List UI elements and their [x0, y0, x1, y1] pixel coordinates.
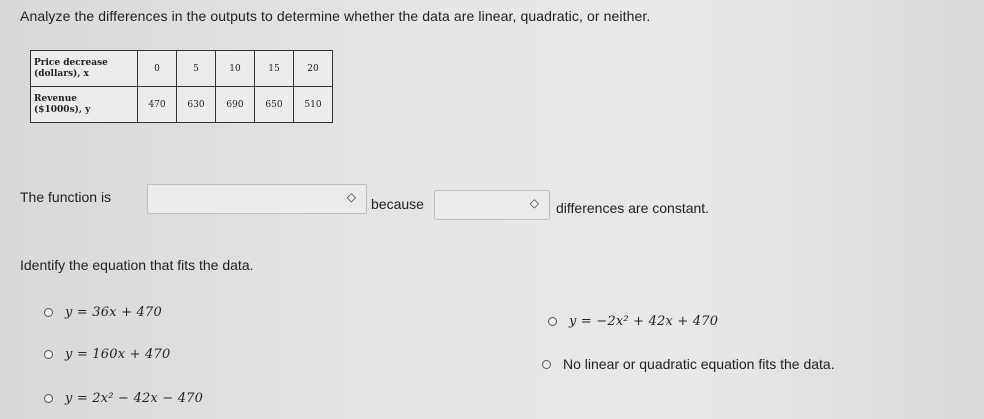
chevron-updown-icon: ◇ [346, 190, 356, 204]
table-cell: 20 [294, 51, 333, 87]
option-label: y = 2x² − 42x − 470 [65, 391, 204, 406]
table-row [31, 87, 333, 123]
table-cell: 510 [294, 87, 333, 123]
statement-prefix: The function is [20, 189, 112, 205]
option-2[interactable] [548, 314, 718, 329]
table-cell: 650 [255, 87, 294, 123]
radio-icon[interactable] [44, 394, 53, 403]
table-cell: 10 [216, 51, 255, 87]
statement-middle: because [371, 196, 424, 212]
table-cell: 630 [177, 87, 216, 123]
data-table [30, 50, 333, 123]
table-cell: 0 [138, 51, 177, 87]
option-1[interactable] [44, 305, 162, 320]
option-label: y = 36x + 470 [65, 305, 162, 320]
table-cell: 5 [177, 51, 216, 87]
table-row [31, 51, 333, 87]
difference-type-dropdown[interactable] [434, 190, 550, 220]
table-cell: 15 [255, 51, 294, 87]
table-cell: 690 [216, 87, 255, 123]
radio-icon[interactable] [548, 317, 557, 326]
option-5[interactable] [44, 391, 203, 406]
option-label: y = 160x + 470 [65, 347, 171, 362]
radio-icon[interactable] [542, 360, 551, 369]
option-4[interactable] [542, 356, 835, 372]
identify-prompt: Identify the equation that fits the data. [20, 257, 254, 273]
question-prompt: Analyze the differences in the outputs to determine whether the data are linear, quadratic, or neither. [20, 8, 651, 24]
row-header-revenue: Revenue ($1000s), y [31, 87, 138, 123]
option-label: y = −2x² + 42x + 470 [569, 314, 719, 329]
table-cell: 470 [138, 87, 177, 123]
chevron-updown-icon: ◇ [529, 196, 539, 210]
option-3[interactable] [44, 347, 170, 362]
statement-suffix: differences are constant. [556, 200, 710, 216]
radio-icon[interactable] [44, 308, 53, 317]
radio-icon[interactable] [44, 350, 53, 359]
function-type-dropdown[interactable] [147, 184, 367, 214]
option-label: No linear or quadratic equation fits the data. [563, 356, 835, 372]
row-header-price: Price decrease (dollars), x [31, 51, 138, 87]
